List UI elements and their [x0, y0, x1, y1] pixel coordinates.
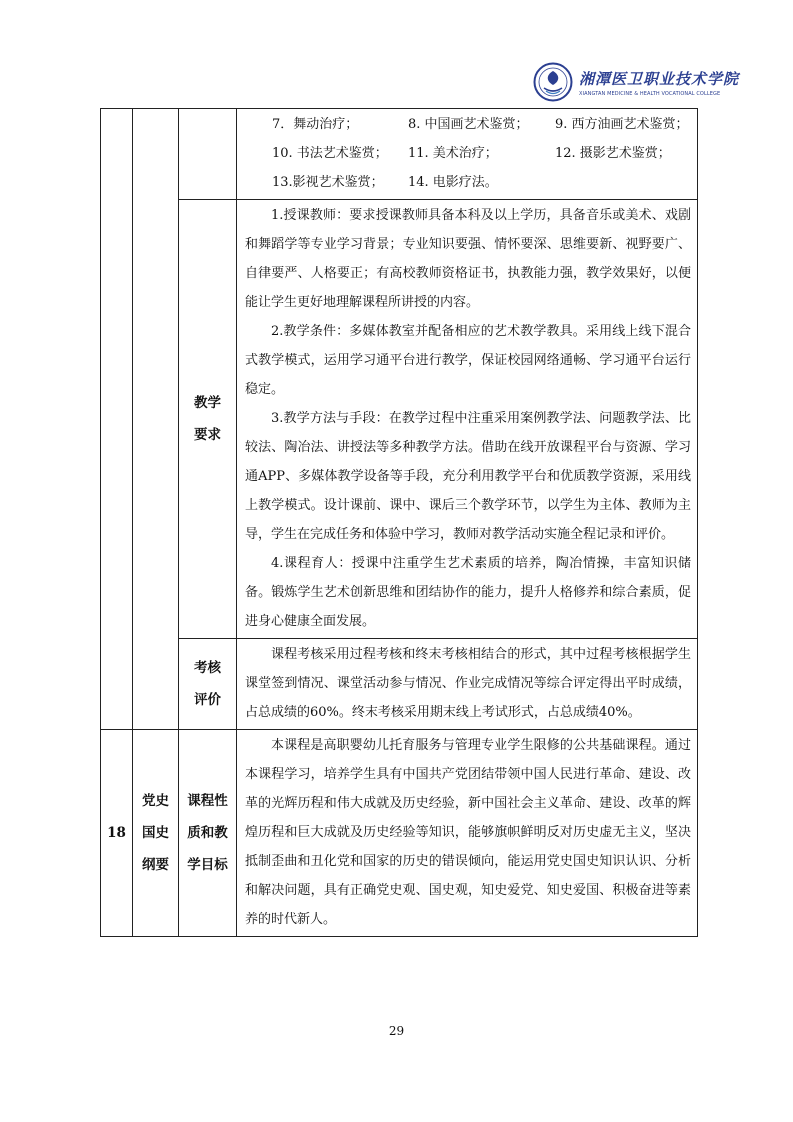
paragraph: 2.教学条件：多媒体教室并配备相应的艺术教学教具。采用线上线下混合式教学模式，运用学习通平台进行教学，保证校园网络通畅、学习通平台运行稳定。 [245, 324, 691, 397]
art-module: 11. 美术治疗； [408, 146, 498, 161]
art-module: 7．舞动治疗； [272, 117, 359, 132]
art-module: 12. 摄影艺术鉴赏； [555, 146, 671, 161]
row17-number-cell [101, 109, 133, 730]
college-emblem-icon [533, 62, 573, 102]
teaching-requirements-label: 教学 要求 [179, 200, 237, 639]
teaching-requirements-content [237, 200, 698, 639]
art-module: 13.影视艺术鉴赏； [272, 175, 384, 190]
college-name-en: XIANGTAN MEDICINE & HEALTH VOCATIONAL COLLEGE [579, 90, 721, 97]
table-row [101, 109, 698, 200]
art-module [555, 168, 691, 197]
college-logo [533, 62, 740, 102]
paragraph: 本课程是高职婴幼儿托育服务与管理专业学生限修的公共基础课程。通过本课程学习，培养学生具有中国共产党团结带领中国人民进行革命、建设、改革的光辉历程和伟大成就及历史经验，新中国社会主义革命、建设、改革的辉煌历程和巨大成就及历史经验等知识，能够旗帜鲜明反对历史虚无主义，坚决抵制歪曲和丑化党和国家的历史的错误倾向，能运用党史国史知识认识、分析和解决问题，具有正确党史观、国史观，知史爱党、知史爱国、积极奋进等素养的时代新人。 [245, 738, 691, 927]
paragraph: 1.授课教师：要求授课教师具备本科及以上学历，具备音乐或美术、戏剧和舞蹈学等专业学习背景；专业知识要强、情怀要深、思维要新、视野要广、自律要严、人格要正；有高校教师资格证书，执教能力强，教学效果好，以便能让学生更好地理解课程所讲授的内容。 [245, 208, 691, 310]
art-module: 9. 西方油画艺术鉴赏； [555, 117, 689, 132]
course-goal-label: 课程性 质和教 学目标 [179, 730, 237, 937]
table-row [101, 200, 698, 639]
row-number: 18 [101, 730, 133, 937]
table-row [101, 730, 698, 937]
paragraph: 课程考核采用过程考核和终末考核相结合的形式，其中过程考核根据学生课堂签到情况、课堂活动参与情况、作业完成情况等综合评定得出平时成绩，占总成绩的60%。终末考核采用期末线上考试形式，占总成绩40%。 [245, 647, 691, 720]
art-module: 8. 中国画艺术鉴赏； [408, 117, 529, 132]
art-module: 10. 书法艺术鉴赏； [272, 146, 388, 161]
row17-course-cell [133, 109, 179, 730]
assessment-content [237, 639, 698, 730]
list-item [245, 110, 691, 139]
table-row [101, 639, 698, 730]
course-name-label: 党史 国史 纲要 [133, 730, 179, 937]
assessment-label: 考核 评价 [179, 639, 237, 730]
page-number: 29 [388, 1024, 405, 1038]
row17-content-label-cell [179, 109, 237, 200]
paragraph: 4.课程育人：授课中注重学生艺术素质的培养，陶冶情操，丰富知识储备。锻炼学生艺术创新思维和团结协作的能力，提升人格修养和综合素质，促进身心健康全面发展。 [245, 556, 691, 629]
course-goal-content [237, 730, 698, 937]
paragraph: 3.教学方法与手段：在教学过程中注重采用案例教学法、问题教学法、比较法、陶冶法、讲授法等多种教学方法。借助在线开放课程平台与资源、学习通APP、多媒体教学设备等手段，充分利用教学平台和优质教学资源，采用线上教学模式。设计课前、课中、课后三个教学环节，以学生为主体、教师为主导，学生在完成任务和体验中学习，教师对教学活动实施全程记录和评价。 [245, 411, 691, 542]
art-module: 14. 电影疗法。 [408, 175, 498, 190]
course-table [100, 108, 698, 937]
art-module-list [237, 109, 698, 200]
list-item [245, 139, 691, 168]
list-item [245, 168, 691, 197]
college-name-cn: 湘潭医卫职业技术学院 [579, 69, 740, 88]
